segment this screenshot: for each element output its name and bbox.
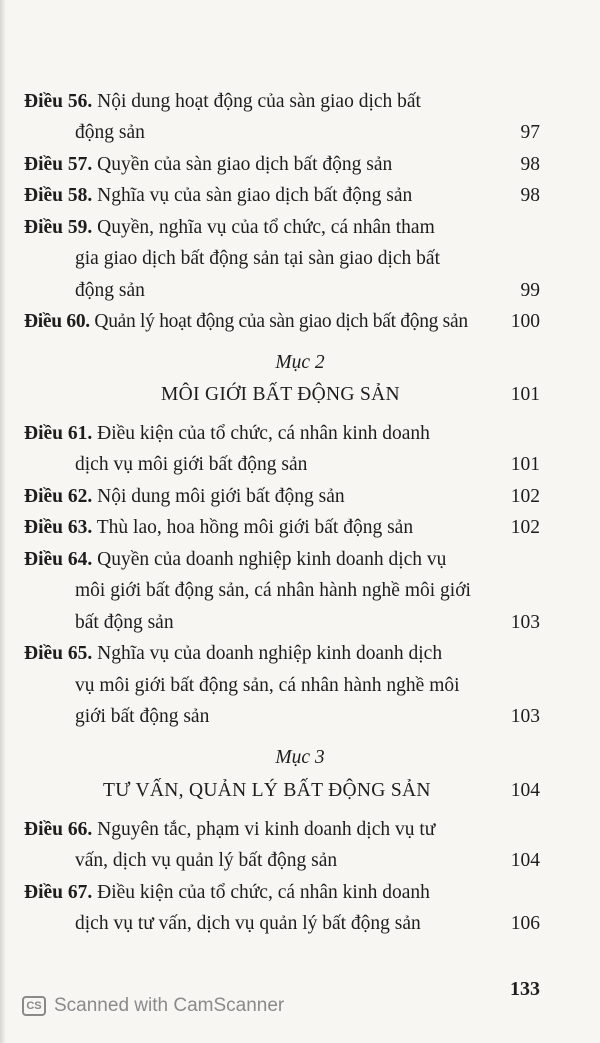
toc-entry-60-page: 100 bbox=[510, 311, 540, 332]
toc-entry-67-page: 106 bbox=[510, 913, 540, 934]
article-title: Quyền của doanh nghiệp kinh doanh dịch vụ bbox=[92, 549, 447, 570]
article-title: Nội dung môi giới bất động sản bbox=[92, 486, 345, 507]
toc-entry-57-line1 bbox=[24, 153, 392, 177]
toc-entry-62-line1 bbox=[24, 485, 345, 509]
article-number: Điều 59. bbox=[24, 217, 93, 238]
toc-entry-59-line2: gia giao dịch bất động sản tại sàn giao dịch bất bbox=[75, 248, 440, 269]
toc-entry-66-page: 104 bbox=[510, 850, 540, 871]
toc-entry-67-line1 bbox=[24, 881, 430, 905]
article-number: Điều 63. bbox=[24, 517, 93, 538]
toc-entry-61-page: 101 bbox=[510, 454, 540, 475]
article-number: Điều 58. bbox=[24, 185, 93, 206]
article-title: Nguyên tắc, phạm vi kinh doanh dịch vụ tư bbox=[92, 819, 436, 840]
article-title: Nghĩa vụ của sàn giao dịch bất động sản bbox=[92, 185, 413, 206]
scanner-watermark-text: Scanned with CamScanner bbox=[54, 995, 285, 1016]
article-number: Điều 57. bbox=[24, 154, 93, 175]
toc-entry-63-line1 bbox=[24, 516, 413, 540]
page-edge-shadow bbox=[0, 0, 6, 1043]
article-number: Điều 67. bbox=[24, 882, 93, 903]
camscanner-logo-icon: CS bbox=[22, 996, 46, 1016]
toc-entry-65-line1 bbox=[24, 642, 442, 666]
section-2-title: MÔI GIỚI BẤT ĐỘNG SẢN bbox=[161, 384, 400, 405]
article-title: Nghĩa vụ của doanh nghiệp kinh doanh dịch bbox=[92, 643, 443, 664]
toc-entry-67-line2: dịch vụ tư vấn, dịch vụ quản lý bất động sản bbox=[75, 913, 421, 934]
article-title: Quyền của sàn giao dịch bất động sản bbox=[92, 154, 393, 175]
scanner-watermark bbox=[22, 995, 284, 1017]
article-number: Điều 56. bbox=[24, 91, 93, 112]
toc-entry-64-line1 bbox=[24, 548, 446, 572]
article-number: Điều 65. bbox=[24, 643, 93, 664]
section-3-title: TƯ VẤN, QUẢN LÝ BẤT ĐỘNG SẢN bbox=[103, 780, 431, 801]
article-title: Quản lý hoạt động của sàn giao dịch bất động sản bbox=[89, 311, 468, 332]
toc-entry-56-line2: động sản bbox=[75, 122, 145, 143]
article-title: Điều kiện của tổ chức, cá nhân kinh doanh bbox=[92, 882, 430, 903]
toc-entry-65-page: 103 bbox=[510, 706, 540, 727]
toc-entry-57-page: 98 bbox=[520, 154, 540, 175]
section-2-label: Mục 2 bbox=[275, 352, 325, 373]
article-title: Điều kiện của tổ chức, cá nhân kinh doanh bbox=[92, 423, 430, 444]
section-3-page: 104 bbox=[510, 780, 540, 801]
toc-entry-59-line1 bbox=[24, 216, 435, 240]
page-number: 133 bbox=[510, 978, 540, 1000]
toc-entry-65-line2: vụ môi giới bất động sản, cá nhân hành nghề môi bbox=[75, 675, 460, 696]
toc-entry-61-line2: dịch vụ môi giới bất động sản bbox=[75, 454, 308, 475]
toc-entry-60-line1 bbox=[24, 310, 468, 334]
article-number: Điều 61. bbox=[24, 423, 93, 444]
article-number: Điều 60. bbox=[24, 311, 90, 332]
toc-entry-66-line2: vấn, dịch vụ quản lý bất động sản bbox=[75, 850, 338, 871]
article-number: Điều 64. bbox=[24, 549, 93, 570]
article-number: Điều 62. bbox=[24, 486, 93, 507]
toc-entry-63-page: 102 bbox=[510, 517, 540, 538]
article-title: Thù lao, hoa hồng môi giới bất động sản bbox=[92, 517, 414, 538]
toc-entry-62-page: 102 bbox=[510, 486, 540, 507]
toc-entry-64-line2: môi giới bất động sản, cá nhân hành nghề môi giới bbox=[75, 580, 471, 601]
section-2-page: 101 bbox=[510, 384, 540, 405]
toc-entry-56-page: 97 bbox=[520, 122, 540, 143]
article-title: Quyền, nghĩa vụ của tổ chức, cá nhân tham bbox=[92, 217, 435, 238]
toc-entry-64-page: 103 bbox=[510, 612, 540, 633]
toc-entry-65-line3: giới bất động sản bbox=[75, 706, 210, 727]
toc-entry-61-line1 bbox=[24, 422, 430, 446]
toc-entry-58-page: 98 bbox=[520, 185, 540, 206]
toc-entry-58-line1 bbox=[24, 184, 412, 208]
toc-entry-59-line3: động sản bbox=[75, 280, 145, 301]
article-title: Nội dung hoạt động của sàn giao dịch bất bbox=[92, 91, 421, 112]
toc-entry-59-page: 99 bbox=[520, 280, 540, 301]
toc-entry-64-line3: bất động sản bbox=[75, 612, 174, 633]
toc-entry-66-line1 bbox=[24, 818, 435, 842]
section-3-label: Mục 3 bbox=[275, 747, 325, 768]
toc-entry-56-line1 bbox=[24, 90, 421, 114]
article-number: Điều 66. bbox=[24, 819, 93, 840]
